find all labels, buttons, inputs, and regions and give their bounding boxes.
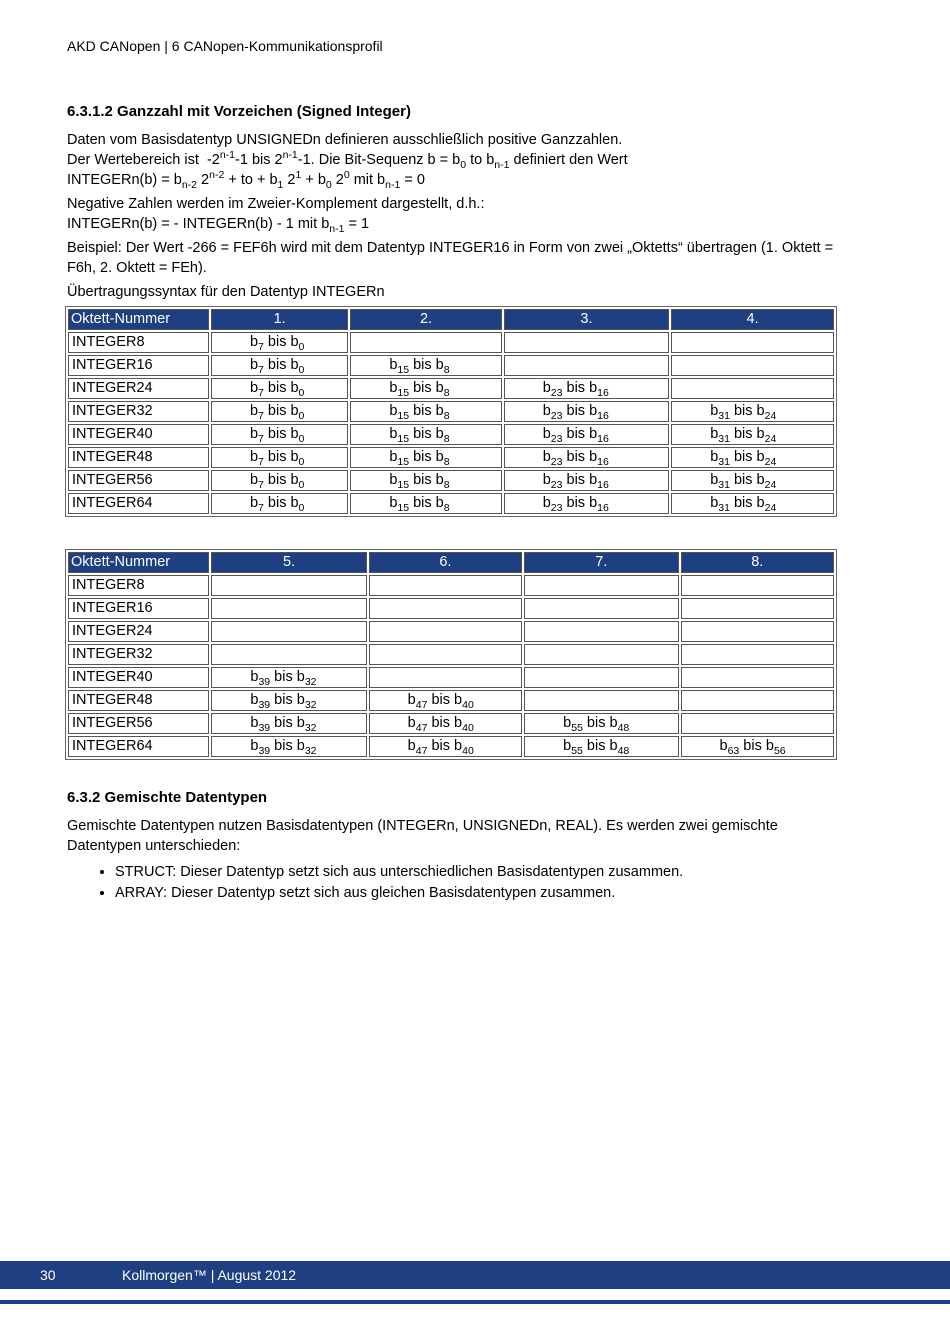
bit-high: 39 [258,675,271,688]
row-label: INTEGER32 [68,644,209,665]
bit-range-cell: $b_7$ bis $b_0$ [211,401,348,422]
table-row [68,690,834,711]
section-title-mixed-types: 6.3.2 Gemischte Datentypen [67,789,268,806]
table-row [68,621,834,642]
bit-high: 63 [727,744,740,757]
content [67,102,837,904]
bit-range-cell [671,378,834,399]
bit-range-cell [369,621,522,642]
bit-low: 24 [764,478,777,491]
row-label: INTEGER24 [68,621,209,642]
bit-range-cell [681,667,834,688]
bit-range-cell: $b_{15}$ bis $b_8$ [350,401,501,422]
bit-low: 0 [298,501,305,514]
bit-low: 16 [597,501,609,514]
bit-range-cell: $b_7$ bis $b_0$ [211,493,348,514]
row-label: INTEGER40 [68,424,209,445]
row-label: INTEGER64 [68,736,209,757]
bit-range-cell [211,621,366,642]
bullet-list [67,862,837,904]
column-header: 8. [681,552,834,573]
bit-range-cell: $b_7$ bis $b_0$ [211,332,348,353]
bit-low: 8 [443,363,450,376]
bit-low: 24 [764,432,777,445]
bit-range-cell: $b_7$ bis $b_0$ [211,470,348,491]
bit-high: 23 [550,386,563,399]
bit-range-cell: $b_7$ bis $b_0$ [211,355,348,376]
bit-range-cell: $b_{15}$ bis $b_8$ [350,447,501,468]
bit-low: 32 [304,721,317,734]
bit-range-cell [369,575,522,596]
bit-range-cell: $b_{47}$ bis $b_{40}$ [369,713,522,734]
bit-low: 8 [443,478,450,491]
row-label: INTEGER24 [68,378,209,399]
column-header: 5. [211,552,366,573]
bit-low: 16 [597,409,609,422]
bit-high: 23 [550,455,563,468]
formula-negative: INTEGERn(b) = - INTEGERn(b) - 1 mit $b_{n-1} = 1$ [67,216,370,235]
bit-low: 0 [298,478,305,491]
bit-low: 8 [443,386,450,399]
bit-range-cell [671,355,834,376]
paragraph-syntax: Übertragungssyntax für den Datentyp INTEGERn [67,284,385,300]
bit-range-cell [524,621,678,642]
bit-range-cell: $b_{15}$ bis $b_8$ [350,493,501,514]
footer-line [0,1300,950,1304]
bit-low: 16 [597,386,609,399]
paragraph-range: Der Wertebereich ist -2$^{n-1}$-1 bis 2$^{n-1}$-1. Die Bit-Sequenz $b = b_0$ to $b_{n-1}$ definiert den Wert [67,149,628,171]
bit-high: 31 [718,455,730,468]
row-label: INTEGER8 [68,332,209,353]
bit-low: 24 [764,409,777,422]
bit-high: 7 [258,455,264,468]
bit-high: 15 [397,455,410,468]
bit-range-cell: $b_{23}$ bis $b_{16}$ [504,470,669,491]
paragraph-mixed: Gemischte Datentypen nutzen Basisdatentypen (INTEGERn, UNSIGNEDn, REAL). Es werden zwei gemischte Datentypen unterschieden: [67,818,778,854]
bit-range-cell: $b_7$ bis $b_0$ [211,378,348,399]
column-header: 4. [671,309,834,330]
octet-table-5-8 [65,549,837,760]
table-row [68,736,834,757]
bit-range-cell: $b_{55}$ bis $b_{48}$ [524,736,678,757]
bit-range-cell [681,644,834,665]
bit-range-cell: $b_7$ bis $b_0$ [211,424,348,445]
table-row [68,470,834,491]
bit-range-cell [681,575,834,596]
bit-range-cell [524,690,678,711]
bit-low: 48 [617,744,630,757]
bit-range-cell [369,667,522,688]
bit-low: 32 [304,675,317,688]
bit-low: 32 [304,744,317,757]
bit-high: 23 [550,478,563,491]
table-row [68,713,834,734]
bit-high: 7 [258,363,264,376]
list-item: • ARRAY: Dieser Datentyp setzt sich aus gleichen Basisdatentypen zusammen. [115,883,837,904]
column-header: 7. [524,552,678,573]
bit-range-cell: $b_{31}$ bis $b_{24}$ [671,401,834,422]
table-row [68,447,834,468]
bit-range-cell [681,690,834,711]
bit-range-cell [681,598,834,619]
list-item: • STRUCT: Dieser Datentyp setzt sich aus unterschiedlichen Basisdatentypen zusammen. [115,862,837,883]
publisher-date: Kollmorgen™ | August 2012 [122,1267,297,1283]
bit-range-cell: $b_{15}$ bis $b_8$ [350,378,501,399]
bit-range-cell: $b_{63}$ bis $b_{56}$ [681,736,834,757]
bit-low: 40 [462,721,474,734]
column-header: 6. [369,552,522,573]
bit-range-cell [211,598,366,619]
bit-high: 31 [718,478,730,491]
table-row [68,598,834,619]
row-label: INTEGER16 [68,355,209,376]
bit-range-cell [681,621,834,642]
bit-high: 31 [718,432,730,445]
bit-range-cell: $b_{23}$ bis $b_{16}$ [504,378,669,399]
bit-range-cell: $b_{23}$ bis $b_{16}$ [504,493,669,514]
bit-high: 15 [397,478,410,491]
table-row [68,644,834,665]
bit-range-cell [671,332,834,353]
bit-low: 8 [443,432,450,445]
table-row [68,401,834,422]
bit-low: 16 [597,478,609,491]
bit-high: 7 [258,409,264,422]
bit-range-cell: $b_{23}$ bis $b_{16}$ [504,447,669,468]
table-row [68,493,834,514]
bit-low: 0 [298,386,305,399]
bit-low: 40 [462,698,474,711]
bit-range-cell [681,713,834,734]
bit-high: 7 [258,386,264,399]
bit-range-cell [504,355,669,376]
bit-low: 40 [462,744,474,757]
bit-low: 8 [443,455,450,468]
bit-high: 7 [258,340,264,353]
bit-range-cell [211,644,366,665]
bit-high: 55 [571,721,583,734]
row-label: INTEGER16 [68,598,209,619]
bit-range-cell [350,332,501,353]
bit-range-cell [524,667,678,688]
row-label: INTEGER40 [68,667,209,688]
bit-high: 15 [397,363,410,376]
row-label: INTEGER48 [68,447,209,468]
table-row [68,575,834,596]
table-row [68,424,834,445]
section-title-signed-integer: 6.3.1.2 Ganzzahl mit Vorzeichen (Signed Integer) [67,103,411,120]
bit-high: 55 [571,744,583,757]
bit-high: 23 [550,432,563,445]
row-label: INTEGER56 [68,470,209,491]
bit-range-cell: $b_{15}$ bis $b_8$ [350,355,501,376]
bit-range-cell: $b_{23}$ bis $b_{16}$ [504,424,669,445]
footer-bar [0,1261,950,1289]
bit-high: 7 [258,501,264,514]
bit-range-cell: $b_{31}$ bis $b_{24}$ [671,424,834,445]
table-row [68,667,834,688]
bit-low: 0 [298,455,305,468]
bit-range-cell [504,332,669,353]
bit-range-cell: $b_7$ bis $b_0$ [211,447,348,468]
bit-range-cell: $b_{55}$ bis $b_{48}$ [524,713,678,734]
bit-range-cell: $b_{39}$ bis $b_{32}$ [211,713,366,734]
table-row [68,378,834,399]
bit-range-cell [369,598,522,619]
bit-range-cell [524,575,678,596]
bit-high: 31 [718,501,730,514]
bit-high: 15 [397,432,410,445]
bit-low: 16 [597,455,609,468]
bit-low: 8 [443,501,450,514]
bit-range-cell: $b_{31}$ bis $b_{24}$ [671,470,834,491]
column-header: 3. [504,309,669,330]
bit-low: 0 [298,432,305,445]
octet-table-1-4 [65,306,837,517]
bit-range-cell: $b_{23}$ bis $b_{16}$ [504,401,669,422]
row-label: INTEGER48 [68,690,209,711]
row-label: INTEGER56 [68,713,209,734]
bit-low: 0 [298,363,305,376]
bit-low: 32 [304,698,317,711]
page-number: 30 [40,1267,56,1283]
bit-range-cell: $b_{47}$ bis $b_{40}$ [369,736,522,757]
paragraph-example: Beispiel: Der Wert -266 = FEF6h wird mit dem Datentyp INTEGER16 in Form von zwei „Oktetts“ übertragen (1. Oktett = F6h, 2. Oktett = FEh). [67,240,834,276]
bit-high: 23 [550,501,563,514]
bit-high: 15 [397,409,410,422]
bit-range-cell: $b_{39}$ bis $b_{32}$ [211,690,366,711]
bit-high: 7 [258,432,264,445]
bit-high: 47 [415,744,428,757]
row-label: INTEGER32 [68,401,209,422]
bit-high: 15 [397,386,410,399]
column-header: Oktett-Nummer [68,309,209,330]
bit-high: 23 [550,409,563,422]
bit-range-cell [369,644,522,665]
column-header: Oktett-Nummer [68,552,209,573]
bit-range-cell: $b_{31}$ bis $b_{24}$ [671,493,834,514]
column-header: 2. [350,309,501,330]
bit-range-cell [524,644,678,665]
bit-high: 15 [397,501,410,514]
paragraph-negative: Negative Zahlen werden im Zweier-Komplement dargestellt, d.h.: [67,196,485,212]
row-label: INTEGER8 [68,575,209,596]
bit-high: 47 [415,721,428,734]
page-header: AKD CANopen | 6 CANopen-Kommunikationsprofil [67,38,383,54]
bit-low: 24 [764,455,777,468]
bit-range-cell: $b_{39}$ bis $b_{32}$ [211,736,366,757]
bit-range-cell: $b_{39}$ bis $b_{32}$ [211,667,366,688]
bit-low: 8 [443,409,450,422]
bit-low: 24 [764,501,777,514]
bit-low: 16 [597,432,609,445]
table-row [68,355,834,376]
formula-integer: INTEGERn(b) = $b_{n-2}$ $2^{n-2}$ + to + $b_1$ $2^1 + b_0$ $2^0$ mit $b_{n-1} = 0$ [67,169,425,191]
bit-high: 31 [718,409,730,422]
bit-high: 7 [258,478,264,491]
table-header-row [68,552,834,573]
table-header-row [68,309,834,330]
bit-range-cell: $b_{47}$ bis $b_{40}$ [369,690,522,711]
bit-low: 0 [298,340,305,353]
table-row [68,332,834,353]
bit-low: 0 [298,409,305,422]
bit-range-cell: $b_{15}$ bis $b_8$ [350,470,501,491]
bit-range-cell [211,575,366,596]
bit-high: 39 [258,744,271,757]
bit-high: 47 [415,698,428,711]
bit-low: 48 [617,721,630,734]
bit-high: 39 [258,698,271,711]
bit-range-cell: $b_{15}$ bis $b_8$ [350,424,501,445]
paragraph-unsigned: Daten vom Basisdatentyp UNSIGNEDn definieren ausschließlich positive Ganzzahlen. [67,132,623,148]
bit-high: 39 [258,721,271,734]
bit-range-cell [524,598,678,619]
bit-low: 56 [773,744,786,757]
row-label: INTEGER64 [68,493,209,514]
column-header: 1. [211,309,348,330]
bit-range-cell: $b_{31}$ bis $b_{24}$ [671,447,834,468]
